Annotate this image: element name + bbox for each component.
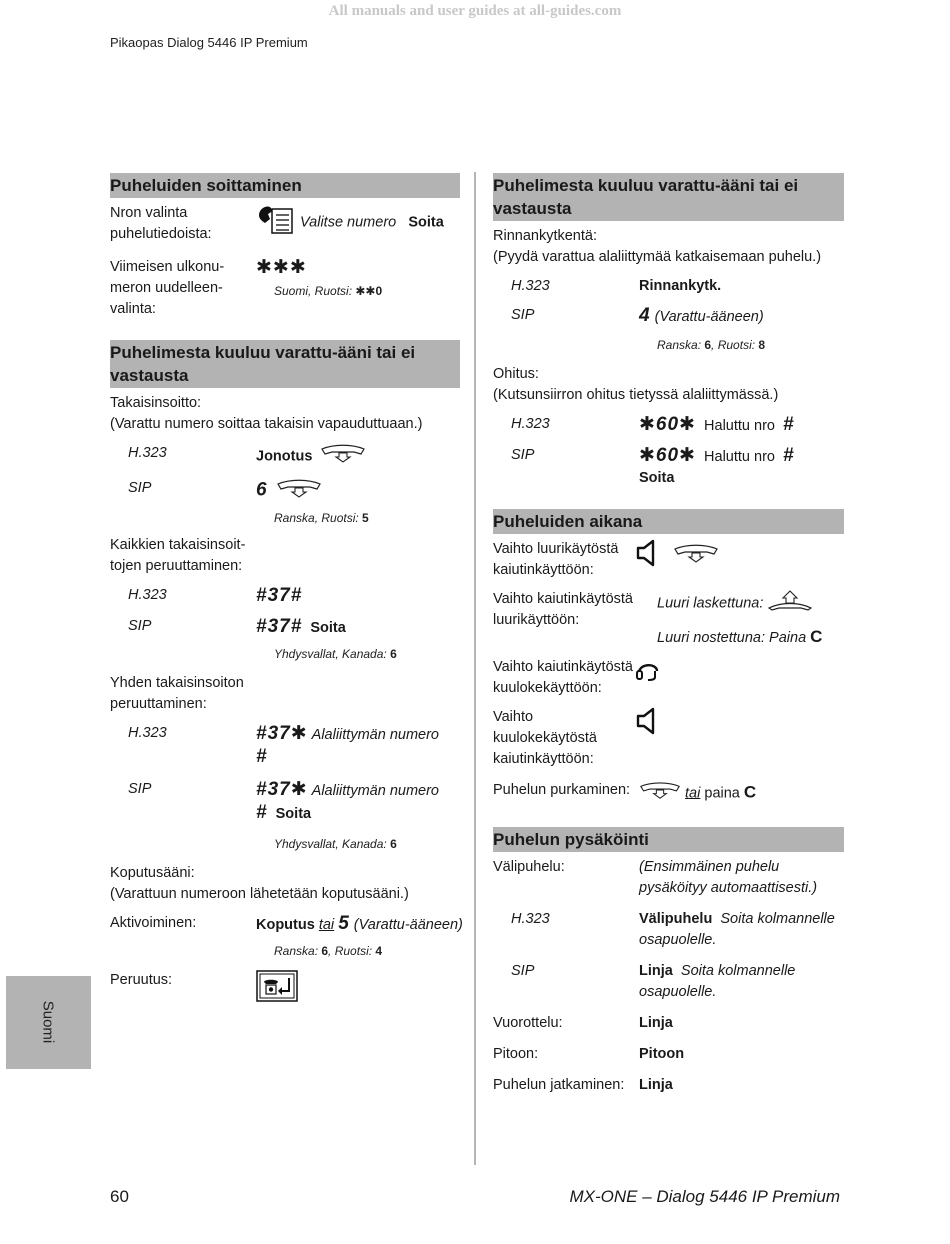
row-label: Puhelun jatkaminen:	[493, 1077, 625, 1093]
protocol-label: SIP	[511, 447, 535, 463]
country-note: Yhdysvallat, Kanada: 6	[274, 647, 397, 661]
country-note: Ranska: 6, Ruotsi: 8	[657, 338, 766, 352]
handset-down-icon	[276, 478, 322, 505]
extension-number-text: Alaliittymän numero	[311, 783, 439, 799]
queue-key: Jonotus	[256, 448, 313, 465]
callback-code: 6	[256, 479, 268, 501]
section-title-during-calls: Puheluiden aikana	[493, 509, 844, 534]
speaker-to-handset-row	[493, 589, 844, 649]
hash-code: #	[256, 746, 268, 767]
section-title-call-parking: Puhelun pysäköinti	[493, 827, 844, 852]
section-title-busy-no-answer: Puhelimesta kuuluu varattu-ääni tai ei vastausta	[110, 340, 460, 388]
row-value	[256, 970, 460, 1009]
cancel-all-label: Kaikkien takaisinsoit-tojen peruuttaminen:	[110, 537, 246, 574]
line-key: Linja	[639, 1077, 673, 1093]
hash-code: #	[783, 414, 795, 435]
handset-down-icon	[673, 543, 719, 570]
call-key: Soita	[408, 214, 444, 231]
inquiry-row	[493, 857, 844, 899]
row-label: Nron valinta puhelutiedoista:	[110, 205, 212, 242]
call-key: Soita	[639, 470, 675, 486]
resume-call-row	[493, 1075, 844, 1096]
footer-title: MX-ONE – Dialog 5446 IP Premium	[569, 1187, 840, 1206]
handset-down-text: Luuri laskettuna:	[657, 595, 764, 612]
hash-code: #	[783, 445, 795, 466]
intrusion-description: (Pyydä varattua alaliittymää katkaisemaan puhelu.)	[493, 249, 822, 265]
wanted-number-text: Haluttu nro	[704, 449, 775, 465]
inquiry-key: Välipuhelu	[639, 911, 713, 927]
or-text: tai	[685, 785, 701, 802]
protocol-label: H.323	[511, 278, 550, 294]
call-third-party-text: Soita kolmannelle osapuolelle.	[639, 911, 835, 948]
country-note: Ranska: 6, Ruotsi: 4	[274, 944, 383, 958]
knocking-key: Koputus	[256, 917, 315, 933]
intrusion-heading: Rinnankytkentä:	[493, 228, 597, 244]
row-value	[639, 414, 844, 437]
row-value: (Ensimmäinen puhelu pysäköityy automaattisesti.)	[639, 859, 818, 896]
headset-icon	[635, 657, 661, 690]
row-label: Vuorottelu:	[493, 1015, 563, 1031]
speaker-icon	[635, 707, 661, 742]
clear-key: C	[743, 782, 757, 802]
intrusion-code: 4	[639, 305, 651, 326]
row-value	[256, 723, 460, 769]
wanted-number-text: Haluttu nro	[704, 418, 775, 434]
row-label: Vaihto kuulokekäytöstä kaiutinkäyttöön:	[493, 709, 597, 767]
hold-key: Pitoon	[639, 1046, 685, 1062]
knocking-description: (Varattuun numeroon lähetetään koputusääni.)	[110, 886, 409, 902]
cancel-one-code: #37✱	[256, 779, 308, 800]
bypass-sip-row	[493, 445, 844, 489]
row-value	[256, 913, 463, 936]
press-text: paina	[704, 785, 740, 802]
country-note: Ranska, Ruotsi: 5	[274, 511, 369, 525]
intrusion-sip-row	[493, 305, 844, 328]
watermark: All manuals and user guides at all-guides.com	[328, 3, 622, 19]
knocking-activate-row	[110, 913, 463, 936]
end-call-row	[493, 780, 844, 807]
speaker-icon	[635, 539, 661, 574]
left-column	[110, 173, 463, 1009]
call-key: Soita	[310, 620, 346, 636]
row-label: Puhelun purkaminen:	[493, 782, 631, 798]
protocol-label: H.323	[128, 587, 167, 603]
section-title-busy-no-answer: Puhelimesta kuuluu varattu-ääni tai ei vastausta	[493, 173, 844, 221]
row-label: Pitoon:	[493, 1046, 539, 1062]
row-label: Välipuhelu:	[493, 859, 565, 875]
row-value	[635, 657, 844, 690]
hash-code: #	[256, 802, 268, 823]
protocol-label: H.323	[511, 416, 550, 432]
inquiry-sip-row	[493, 961, 844, 1003]
bypass-description: (Kutsunsiirron ohitus tietyssä alaliittymässä.)	[493, 387, 779, 403]
row-value	[657, 589, 844, 649]
column-divider	[474, 172, 476, 1165]
hold-row	[493, 1044, 844, 1065]
clear-key-icon	[256, 970, 298, 1009]
clear-key: C	[810, 627, 823, 646]
inquiry-h323-row	[493, 909, 844, 951]
right-column	[493, 173, 844, 1096]
knocking-code: 5	[338, 913, 350, 934]
row-value	[256, 257, 460, 300]
country-note: Suomi, Ruotsi: ✱✱0	[274, 284, 383, 298]
row-redial	[110, 257, 460, 320]
language-side-tab	[6, 976, 91, 1069]
row-value	[256, 779, 460, 825]
row-value	[256, 478, 460, 505]
row-value	[639, 909, 844, 951]
call-key: Soita	[275, 806, 312, 822]
extension-number-text: Alaliittymän numero	[311, 727, 439, 743]
protocol-label: SIP	[128, 618, 152, 634]
protocol-label: H.323	[128, 445, 167, 461]
knocking-cancel-row	[110, 970, 460, 1009]
callback-sip-row	[110, 478, 460, 505]
cancel-all-code: #37#	[256, 616, 303, 637]
bypass-h323-row	[493, 414, 844, 437]
country-note: Yhdysvallat, Kanada: 6	[274, 837, 397, 851]
or-text: tai	[318, 917, 335, 933]
handset-up-icon	[767, 589, 813, 618]
row-label: Vaihto kaiutinkäytöstä kuulokekäyttöön:	[493, 659, 633, 696]
side-tab-label: Suomi	[39, 1000, 57, 1044]
cancel-all-h323-row	[110, 585, 460, 608]
bypass-code: ✱60✱	[639, 414, 696, 435]
section-title-making-calls: Puheluiden soittaminen	[110, 173, 460, 198]
knocking-heading: Koputusääni:	[110, 865, 195, 881]
row-label: Aktivoiminen:	[110, 915, 197, 931]
call-third-party-text: Soita kolmannelle osapuolelle.	[639, 963, 796, 1000]
callback-description: (Varattu numero soittaa takaisin vapauduttuaan.)	[110, 416, 423, 432]
cancel-all-sip-row	[110, 616, 460, 639]
handset-down-icon	[639, 780, 681, 807]
busy-tone-text: (Varattu-ääneen)	[353, 917, 463, 933]
protocol-label: H.323	[128, 725, 167, 741]
row-call-list-dial	[110, 203, 460, 245]
bypass-code: ✱60✱	[639, 445, 696, 466]
callback-heading: Takaisinsoitto:	[110, 395, 202, 411]
handset-to-speaker-row	[493, 539, 844, 581]
row-value	[635, 539, 844, 574]
speaker-to-headset-row	[493, 657, 844, 699]
row-label: Viimeisen ulkonu-meron uudelleen-valinta:	[110, 259, 225, 317]
busy-tone-text: (Varattu-ääneen)	[654, 309, 764, 325]
row-value	[256, 585, 460, 608]
row-value	[639, 780, 844, 807]
protocol-label: SIP	[128, 781, 152, 797]
row-value	[256, 203, 460, 242]
redial-code: ✱✱✱	[256, 257, 307, 278]
handset-up-text: Luuri nostettuna: Paina	[657, 630, 807, 646]
select-number-text: Valitse numero	[300, 214, 397, 231]
intrusion-key: Rinnankytk.	[639, 278, 722, 294]
cancel-all-code: #37#	[256, 585, 303, 606]
protocol-label: SIP	[128, 480, 152, 496]
row-value	[639, 445, 844, 489]
intrusion-h323-row	[493, 276, 844, 297]
row-label: Peruutus:	[110, 972, 173, 988]
cancel-one-h323-row	[110, 723, 460, 769]
row-value	[256, 616, 460, 639]
cancel-one-label: Yhden takaisinsoiton peruuttaminen:	[110, 675, 244, 712]
protocol-label: SIP	[511, 307, 535, 323]
line-key: Linja	[639, 1015, 673, 1031]
line-key: Linja	[639, 963, 673, 979]
row-value	[256, 443, 460, 470]
cancel-one-sip-row	[110, 779, 460, 825]
row-label: Vaihto kaiutinkäytöstä luurikäyttöön:	[493, 591, 633, 628]
row-label: Vaihto luurikäytöstä kaiutinkäyttöön:	[493, 541, 619, 578]
cancel-one-code: #37✱	[256, 723, 308, 744]
row-value	[639, 305, 844, 328]
refer-back-row	[493, 1013, 844, 1034]
row-value	[639, 961, 844, 1003]
bypass-heading: Ohitus:	[493, 366, 539, 382]
row-value	[635, 707, 844, 742]
protocol-label: H.323	[511, 911, 550, 927]
call-list-icon	[256, 203, 296, 242]
callback-h323-row	[110, 443, 460, 470]
running-header: Pikaopas Dialog 5446 IP Premium	[110, 35, 308, 50]
page-number: 60	[110, 1187, 129, 1206]
headset-to-speaker-row	[493, 707, 844, 770]
handset-down-icon	[320, 443, 366, 470]
row-value	[639, 276, 844, 297]
protocol-label: SIP	[511, 963, 535, 979]
